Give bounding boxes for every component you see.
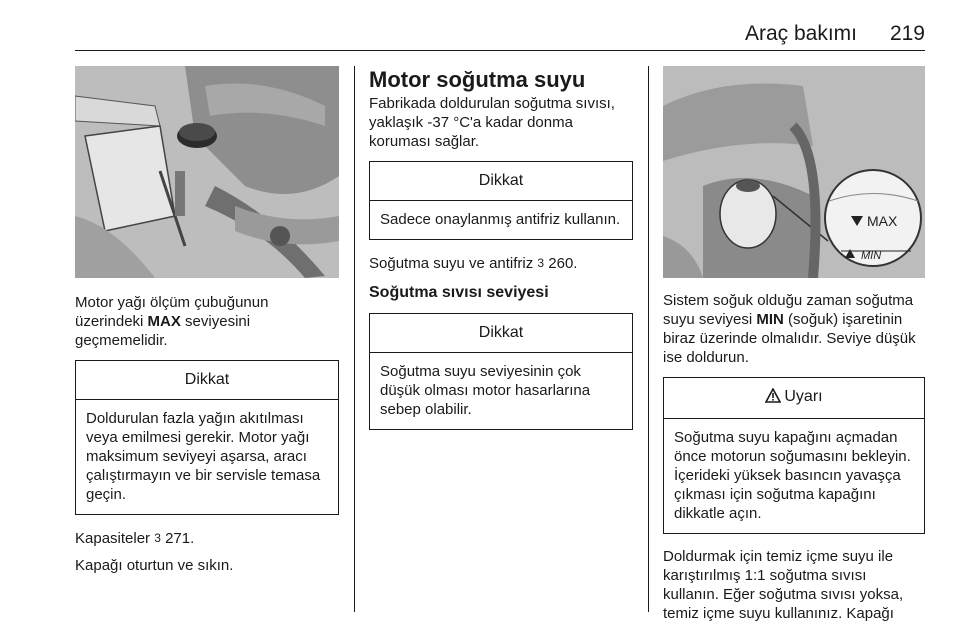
coolant-level-text: Sistem soğuk olduğu zaman soğutma suyu seviyesi MIN (soğuk) işaretinin biraz üzerinde olmalıdır. Seviye düşük ise doldurun. xyxy=(663,292,916,366)
coolant-reservoir-illustration xyxy=(663,66,925,278)
page-header xyxy=(75,22,925,48)
section-heading: Motor soğutma suyu xyxy=(369,67,586,92)
notice-text: Doldurulan fazla yağın akıtılması veya emilmesi gerekir. Motor yağı maksimum seviyeyi aşarsa, aracı çalıştırmayın ve bir servisle temasa geçin. xyxy=(86,410,321,503)
column-3 xyxy=(663,66,925,623)
notice-box-oil xyxy=(75,360,339,515)
header-rule xyxy=(75,50,925,51)
figure-max-label: MAX xyxy=(867,213,898,229)
section-title: Araç bakımı xyxy=(744,22,857,45)
cap-instruction: Kapağı oturtun ve sıkın. xyxy=(75,557,234,574)
column-divider-1 xyxy=(354,66,355,612)
warning-title: Uyarı xyxy=(784,388,823,405)
refill-instructions: Doldurmak için temiz içme suyu ile karıştırılmış 1:1 soğutma sıvısı kullanın. Eğer soğutma sıvısı yoksa, temiz içme suyu kullanınız. Kapağı xyxy=(663,548,904,622)
capacity-reference: Kapasiteler 3 271. xyxy=(75,530,195,547)
warning-header xyxy=(664,378,924,419)
figure-min-label: MIN xyxy=(861,250,882,262)
notice-title: Dikkat xyxy=(370,162,632,201)
page-ref-icon: 3 xyxy=(537,256,545,270)
notice-title: Dikkat xyxy=(76,361,338,400)
oil-fill-illustration xyxy=(75,66,339,278)
antifreeze-reference: Soğutma suyu ve antifriz 3 260. xyxy=(369,255,578,272)
page-ref-icon: 3 xyxy=(154,531,161,545)
warning-triangle-icon xyxy=(765,388,781,409)
column-1 xyxy=(75,66,339,575)
page-number: 219 xyxy=(889,22,925,45)
column-2 xyxy=(369,66,633,430)
warning-box xyxy=(663,377,925,534)
notice-text: Soğutma suyu seviyesinin çok düşük olması motor hasarlarına sebep olabilir. xyxy=(380,363,591,418)
column-divider-2 xyxy=(648,66,649,612)
notice-text: Sadece onaylanmış antifriz kullanın. xyxy=(380,211,621,228)
oil-caption: Motor yağı ölçüm çubuğunun üzerindeki MAX seviyesini geçmemelidir. xyxy=(75,294,269,349)
notice-box-antifreeze xyxy=(369,161,633,240)
warning-text: Soğutma suyu kapağını açmadan önce motorun soğumasını bekleyin. İçerideki yüksek basıncın yavaşça çıkması için soğutma kapağını dikkatle açın. xyxy=(674,429,911,522)
subheading: Soğutma sıvısı seviyesi xyxy=(369,284,549,301)
coolant-intro: Fabrikada doldurulan soğutma sıvısı, yaklaşık -37 °C'a kadar donma koruması sağlar. xyxy=(369,95,615,150)
notice-box-level xyxy=(369,313,633,430)
notice-title: Dikkat xyxy=(370,314,632,353)
